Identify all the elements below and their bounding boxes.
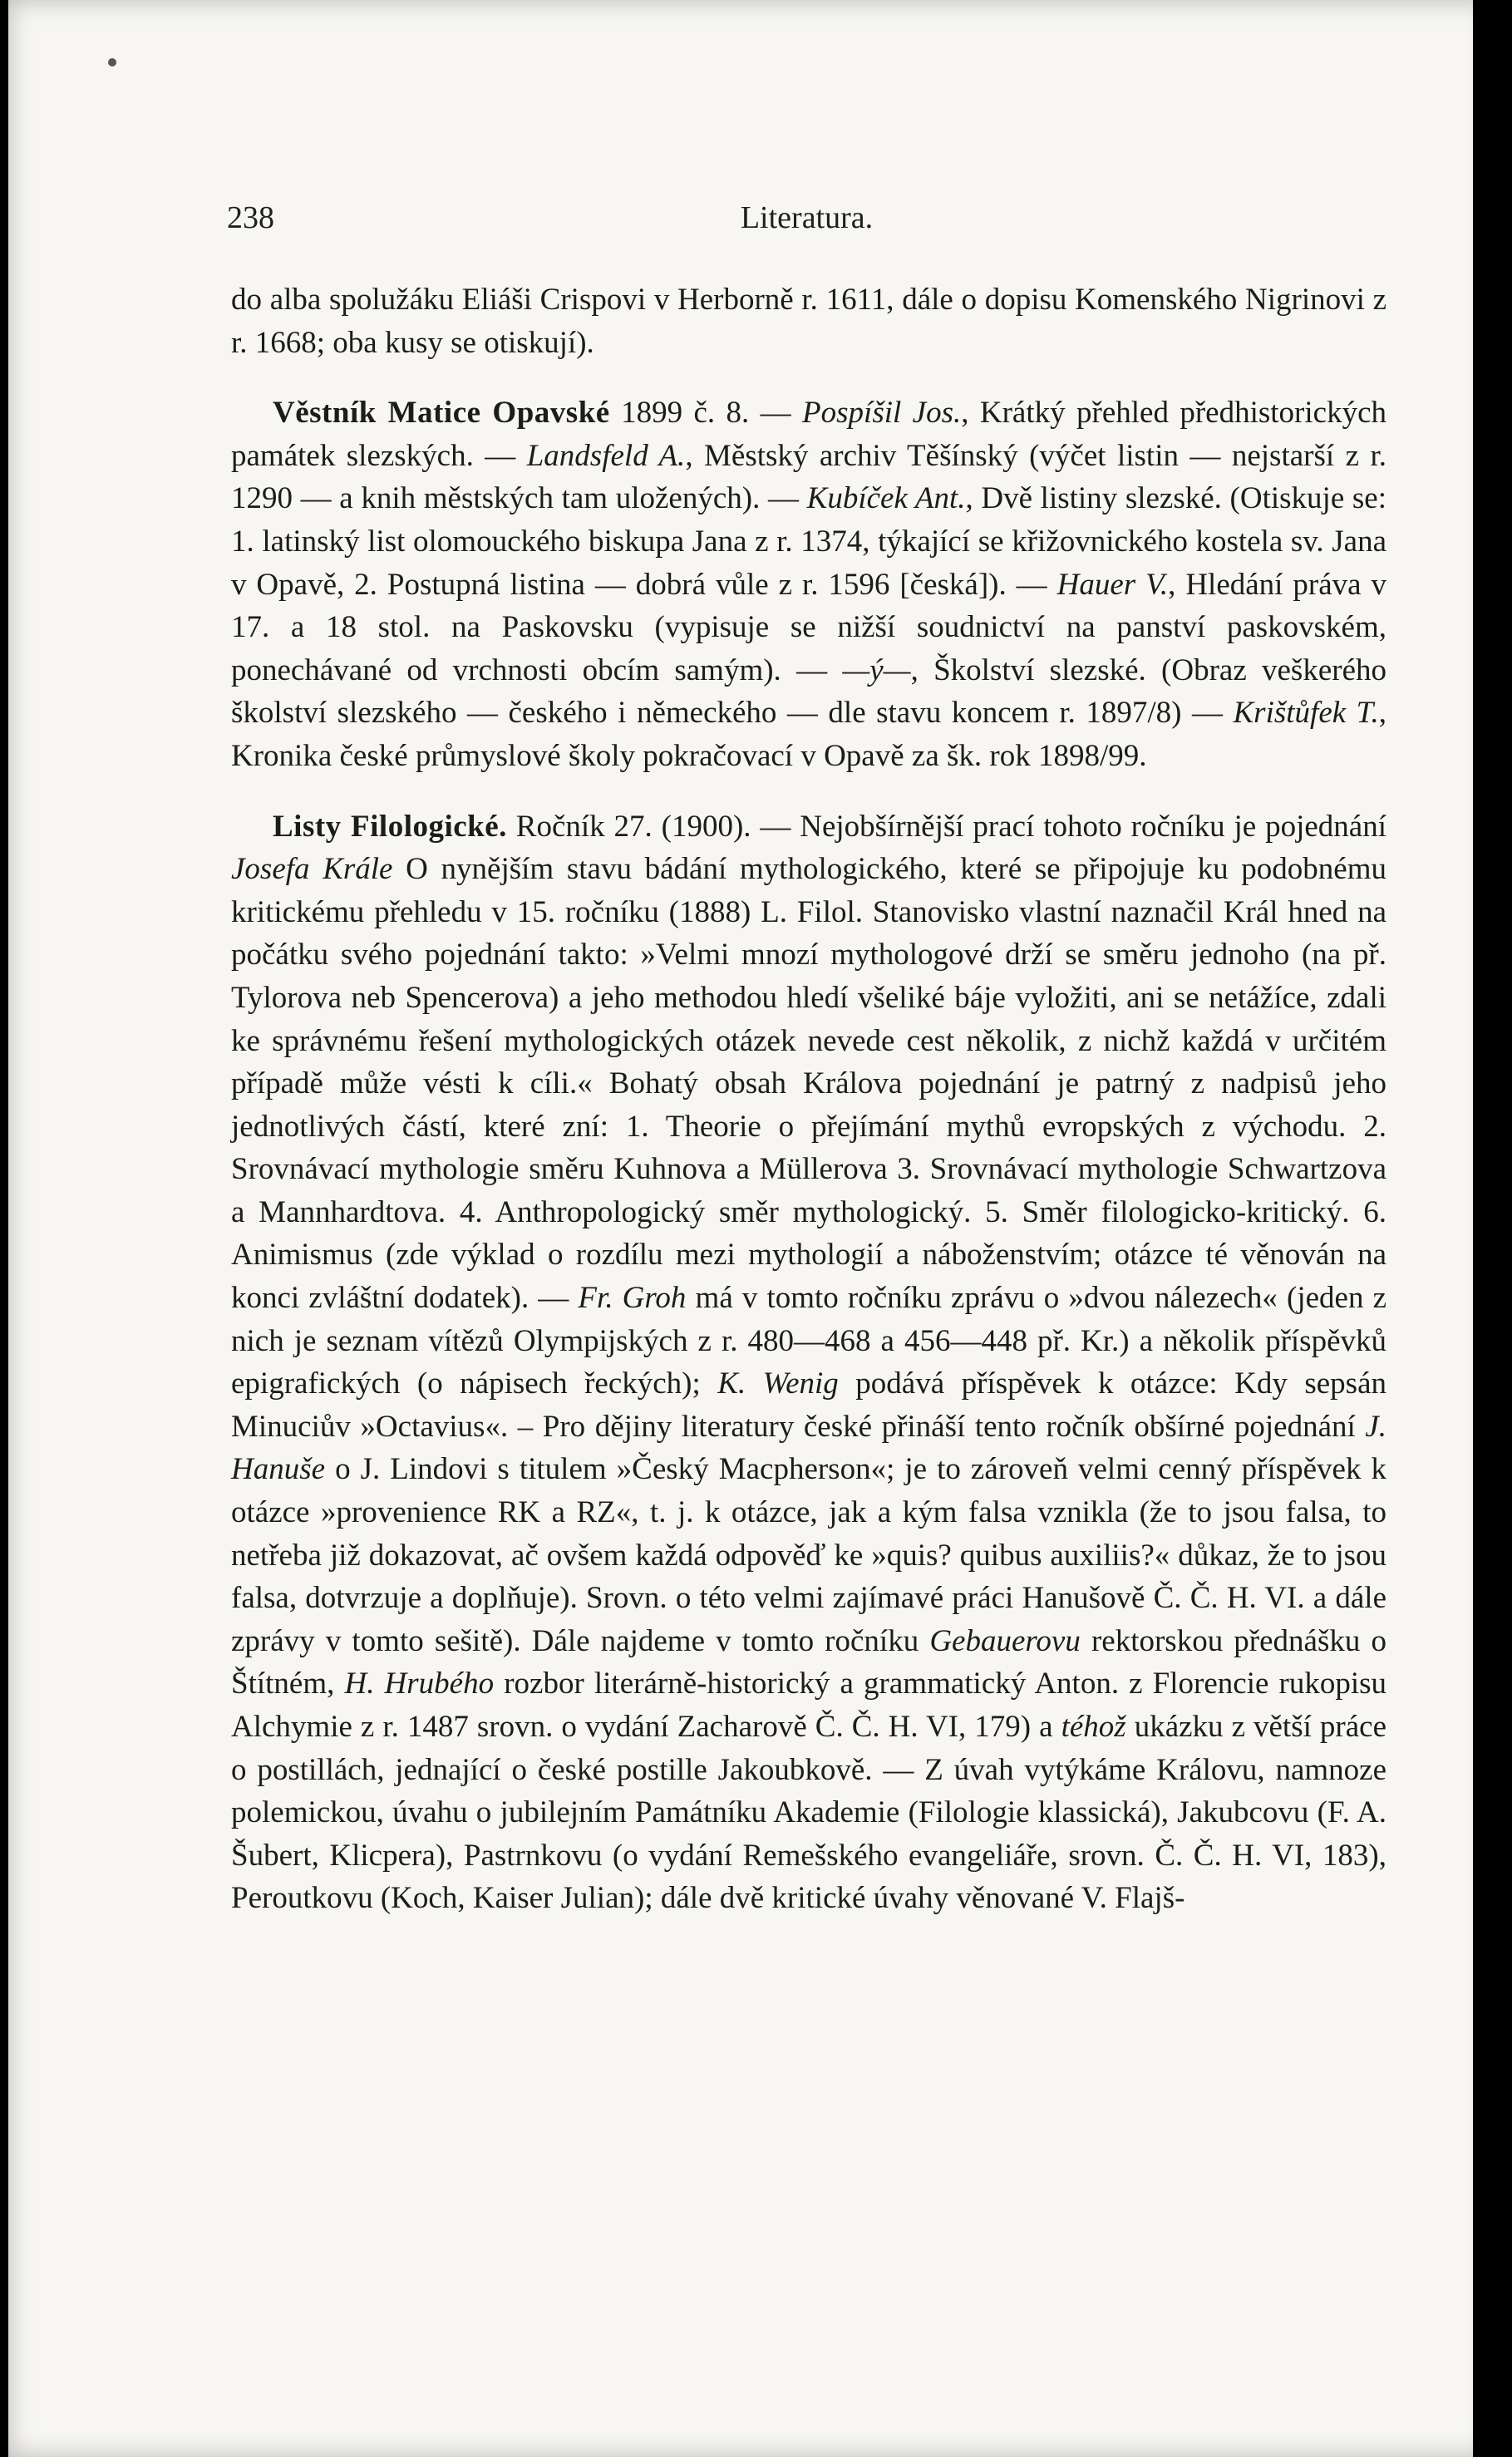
author-name: —ý— (842, 652, 911, 687)
author-name: téhož (1061, 1710, 1126, 1744)
paragraph-listy-filologicke (231, 805, 1386, 1920)
body-text (231, 278, 1386, 1920)
author-name: Hauer V. (1056, 567, 1169, 602)
text-run: , Kronika české průmyslové školy pokračovací v Opavě za šk. rok 1898/99. (231, 696, 1386, 773)
author-name: J. Hanuše (231, 1409, 1386, 1487)
author-name: Josefa Krále (231, 852, 393, 887)
paragraph-vestnik-matice-opavske (231, 391, 1386, 777)
text-run: Ročník 27. (1900). — Nejobšírnější prací tohoto ročníku je pojednání (506, 809, 1386, 844)
author-name: K. Wenig (717, 1366, 839, 1401)
text-run: podává příspěvek k otázce: Kdy sepsán Minuciův »Octavius«. – Pro dějiny literatury české přináší tento ročník obšírné pojednání (231, 1366, 1386, 1444)
text-run: , Dvě listiny slezské. (Otiskuje se: 1. latinský list olomouckého biskupa Jana z r. 1374, týkající se křižovnického kostela sv. Jana v Opavě, 2. Postupná listina — dobrá vůle z r. 1596 [česká]). — (231, 481, 1386, 602)
text-run: rektorskou přednášku o Štítném, (231, 1623, 1386, 1701)
journal-title: Věstník Matice Opavské (273, 396, 610, 431)
author-name: Pospíšil Jos. (802, 396, 962, 431)
text-run: rozbor literárně-historický a grammatický Anton. z Florencie rukopisu Alchymie z r. 1487 srovn. o vydání Zacharově Č. Č. H. VI, 179) a (231, 1667, 1387, 1744)
text-run: o J. Lindovi s titulem »Český Macpherson«; je to zároveň velmi cenný příspěvek k otázce »provenience RK a RZ«, t. j. k otázce, jak a kým falsa vznikla (že to jsou falsa, to netřeba již dokazovat, ač ovšem každá odpověď ke »quis? quibus auxiliis?« důkaz, že to jsou falsa, dotvrzuje a doplňuje). Srovn. o této velmi zajímavé práci Hanušově Č. Č. H. VI. a dále zprávy v tomto sešitě). Dále najdeme v tomto ročníku (231, 1452, 1386, 1658)
text-run: , Hledání práva v 17. a 18 stol. na Paskovsku (vypisuje se nižší soudnictví na panství paskovském, ponechávané od vrchnosti obcím samým). — (231, 567, 1386, 687)
scan-edge (1473, 0, 1491, 2457)
scanned-page (8, 0, 1491, 2457)
author-name: Kubíček Ant. (806, 481, 966, 516)
journal-title: Listy Filologické. (273, 809, 507, 844)
paragraph-continuation (231, 278, 1386, 364)
page-number: 238 (227, 200, 274, 235)
text-run: ukázku z větší práce o postillách, jednající o české postille Jakoubkově. — Z úvah vytýkáme Královu, namnoze polemickou, úvahu o jubilejním Památníku Akademie (Filologie klassická), Jakubcovu (F. A. Šubert, Klicpera), Pastrnkovu (o vydání Remešského evangeliáře, srovn. Č. Č. H. VI, 183), Peroutkovu (Koch, Kaiser Julian); dále dvě kritické úvahy věnované V. Flajš- (231, 1710, 1386, 1916)
author-name: Landsfeld A. (526, 438, 686, 473)
text-run: do alba spolužáku Eliáši Crispovi v Herborně r. 1611, dále o dopisu Komenského Nigrinovi z r. 1668; oba kusy se otiskují). (231, 283, 1386, 360)
page-header (227, 199, 1386, 249)
text-run: , Městský archiv Těšínský (výčet listin — nejstarší z r. 1290 — a knih městských tam uložených). — (231, 438, 1386, 516)
author-name: Fr. Groh (578, 1281, 687, 1316)
text-run: , Školství slezské. (Obraz veškerého školství slezského — českého i německého — dle stavu koncem r. 1897/8) — (231, 652, 1386, 731)
text-run: 1899 č. 8. — (609, 396, 803, 431)
running-title: Literatura. (740, 200, 874, 235)
author-name: Krištůfek T. (1233, 696, 1379, 731)
text-run: má v tomto ročníku zprávu o »dvou nálezech« (jeden z nich je seznam vítězů Olympijských z r. 480—468 a 456—448 př. Kr.) a několik příspěvků epigrafických (o nápisech řeckých); (231, 1281, 1387, 1401)
text-run: , Krátký přehled předhistorických památek slezských. — (231, 396, 1386, 473)
author-name: Gebauerovu (929, 1623, 1081, 1658)
author-name: H. Hrubého (344, 1667, 495, 1701)
text-run: O nynějším stavu bádání mythologického, které se připojuje ku podobnému kritickému přehledu v 15. ročníku (1888) L. Filol. Stanovisko vlastní naznačil Král hned na počátku svého pojednání takto: »Velmi mnozí mythologové drží se směru jednoho (na př. Tylorova neb Spencerova) a jeho methodou hledí všeliké báje vyložiti, ani se netážíce, zdali ke správnému řešení mythologických otázek nevede cest několik, z nichž každá v určitém případě může vésti k cíli.« Bohatý obsah Králova pojednání je patrný z nadpisů jeho jednotlivých částí, které zní: 1. Theorie o přejímání mythů evropských z východu. 2. Srovnávací mythologie směru Kuhnova a Müllerova 3. Srovnávací mythologie Schwartzova a Mannhardtova. 4. Anthropologický směr mythologický. 5. Směr filologicko-kritický. 6. Animismus (zde výklad o rozdílu mezi mythologií a náboženstvím; otázce té věnován na konci zvláštní dodatek). — (231, 852, 1386, 1316)
scan-speck (108, 58, 116, 66)
